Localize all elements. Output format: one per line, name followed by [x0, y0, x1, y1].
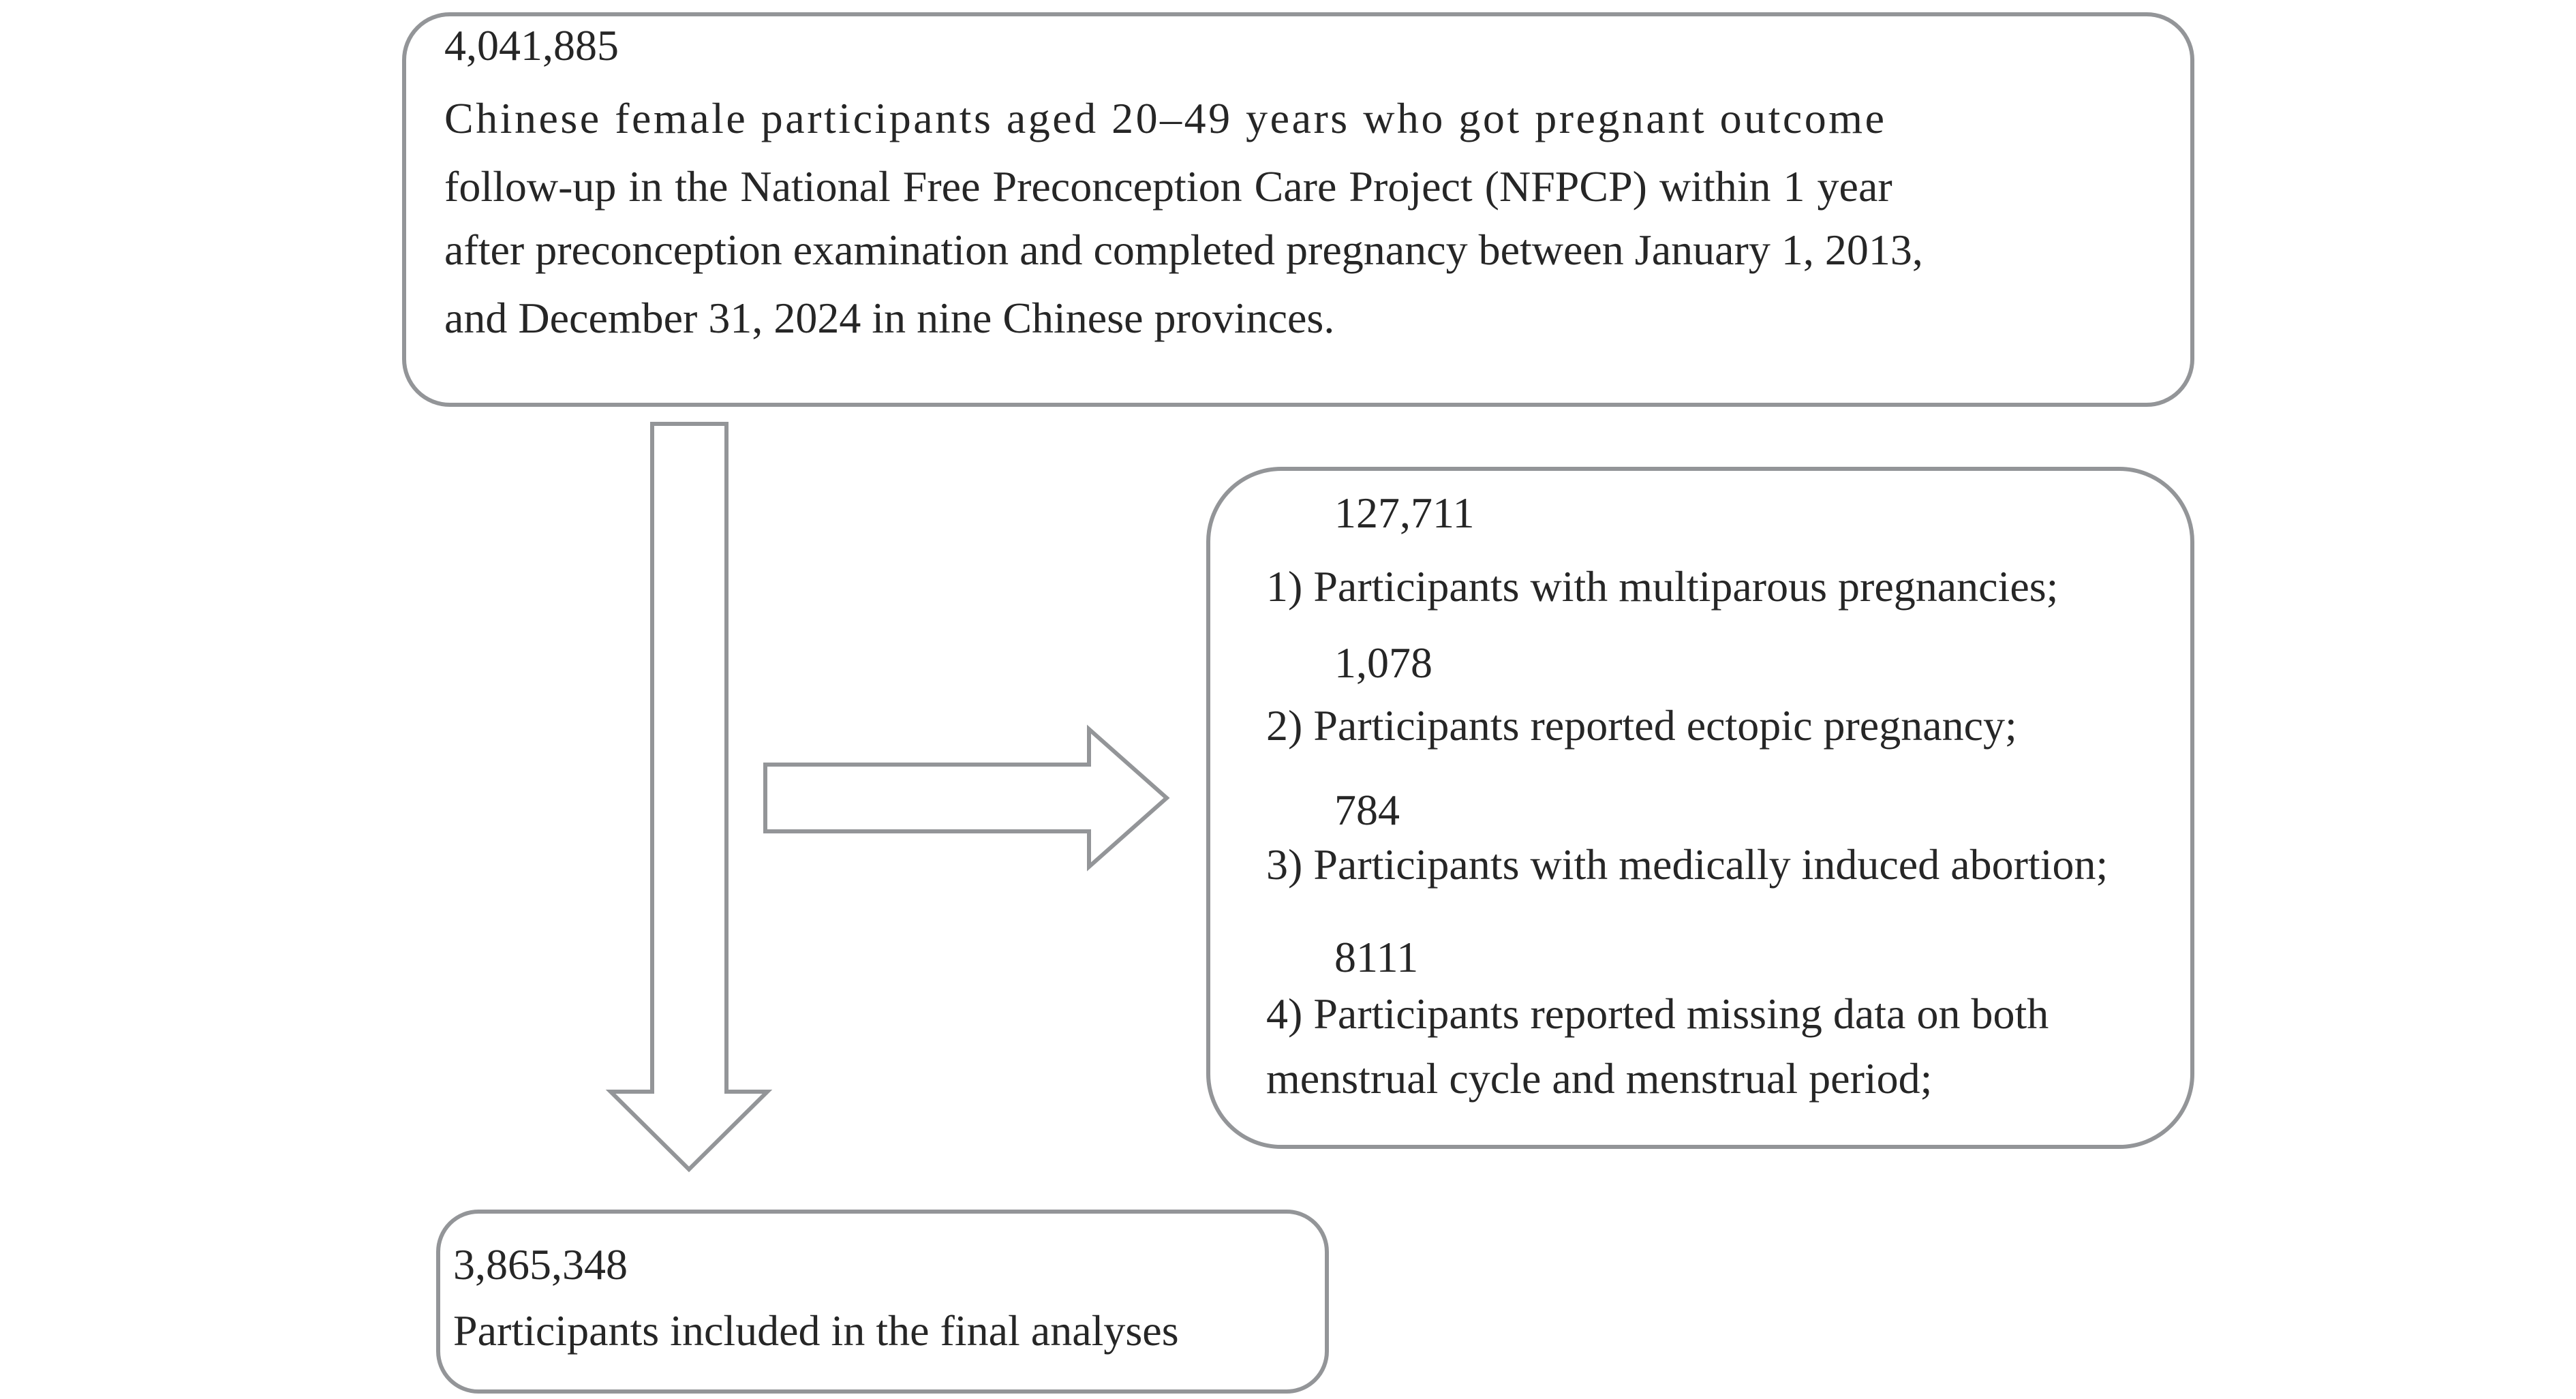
exclusion-count-4: 8111 [1334, 933, 1419, 981]
exclusion-count-2: 1,078 [1334, 639, 1432, 687]
source-population-count: 4,041,885 [444, 21, 619, 70]
exclusion-label-3: 3) Participants with medically induced abortion; [1266, 840, 2109, 889]
source-population-line-4: and December 31, 2024 in nine Chinese provinces. [444, 294, 1335, 342]
exclusion-count-3: 784 [1334, 786, 1400, 834]
final-analysis-label: Participants included in the final analyses [453, 1306, 1179, 1355]
source-population-line-1: Chinese female participants aged 20–49 years who got pregnant outcome [444, 94, 1887, 142]
source-population-line-3: after preconception examination and completed pregnancy between January 1, 2013, [444, 226, 1923, 274]
final-analysis-box [436, 1210, 1329, 1394]
right-arrow-icon [765, 729, 1167, 867]
exclusions-box [1206, 467, 2194, 1149]
source-population-line-2: follow-up in the National Free Preconception Care Project (NFPCP) within 1 year [444, 162, 1892, 211]
exclusion-label-2: 2) Participants reported ectopic pregnancy; [1266, 701, 2017, 750]
exclusion-label-4: 4) Participants reported missing data on both menstrual cycle and menstrual period; [1266, 989, 2049, 1103]
down-arrow-icon [611, 424, 767, 1169]
exclusion-count-1: 127,711 [1334, 489, 1475, 537]
final-analysis-count: 3,865,348 [453, 1240, 628, 1289]
source-population-box [402, 12, 2194, 407]
exclusion-label-1: 1) Participants with multiparous pregnancies; [1266, 562, 2059, 611]
